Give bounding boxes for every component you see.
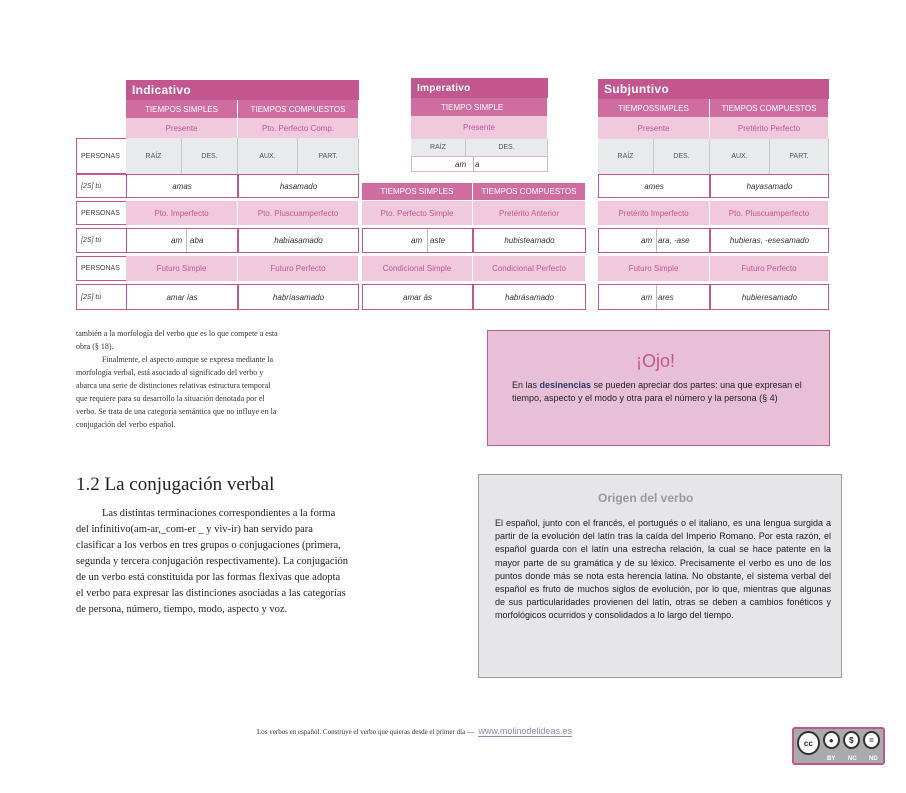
text-line: conjugación del verbo español. bbox=[76, 420, 176, 429]
futuro-simple-label: Futuro Simple bbox=[126, 256, 238, 281]
imperativo-title: Imperativo bbox=[411, 78, 548, 98]
subjuntivo-raiz: RAÍZ bbox=[598, 139, 654, 174]
text-line: también a la morfología del verbo que es lo que compete a esta bbox=[76, 329, 278, 338]
person-row-2: [2S] tú bbox=[76, 228, 127, 253]
intro-text bbox=[76, 327, 358, 431]
condicional-perfecto-form bbox=[473, 284, 586, 310]
text-line: Finalmente, el aspecto aunque se expresa mediante la bbox=[102, 355, 274, 364]
personas-label: PERSONAS bbox=[76, 138, 127, 174]
pto-imperfecto-form bbox=[126, 228, 238, 253]
preterito-anterior-form bbox=[473, 228, 586, 253]
section-title: 1.2 La conjugación verbal bbox=[76, 474, 275, 495]
middle-tiempos-simples: TIEMPOS SIMPLES bbox=[362, 183, 473, 200]
pto-imperfecto-label: Pto. Imperfecto bbox=[126, 201, 238, 225]
imperativo-des: DES. bbox=[466, 139, 548, 156]
ending: aste bbox=[430, 236, 446, 245]
by-label: BY bbox=[827, 756, 836, 762]
middle-tiempos-compuestos: TIEMPOS COMPUESTOS bbox=[473, 183, 586, 200]
by-person-icon: ● bbox=[823, 731, 840, 749]
pto-perfecto-comp-value: hasamado bbox=[279, 181, 318, 191]
condicional-simple-label: Condicional Simple bbox=[362, 256, 473, 281]
pto-perfecto-comp-form bbox=[238, 174, 359, 198]
part-col: PART. bbox=[298, 138, 359, 174]
root: am bbox=[641, 236, 653, 245]
text-line: segunda y tercera conjugación respectivamente). La conjugación bbox=[76, 556, 349, 567]
subjuntivo-futuro-simple-label: Futuro Simple bbox=[598, 256, 710, 281]
root: am bbox=[411, 236, 423, 245]
des-col: DES. bbox=[182, 138, 238, 174]
cc-license-badge[interactable] bbox=[792, 727, 885, 765]
subjuntivo-tiempos-compuestos: TIEMPOS COMPUESTOS bbox=[710, 99, 829, 117]
subjuntivo-preterito-perfecto: Pretérito Perfecto bbox=[710, 117, 829, 139]
imperativo-form bbox=[411, 156, 548, 172]
nd-equals-icon: = bbox=[863, 731, 880, 749]
raiz-col: RAÍZ bbox=[126, 138, 182, 174]
subjuntivo-futuro-perfecto-label: Futuro Perfecto bbox=[710, 256, 829, 281]
futuro-simple-form bbox=[126, 284, 238, 310]
ojo-text-start: En las bbox=[512, 380, 540, 390]
subjuntivo-presente: Presente bbox=[598, 117, 710, 139]
pto-perfecto-comp-label: Pto. Perfecto Comp. bbox=[238, 118, 359, 138]
presente-value: amas bbox=[172, 181, 192, 191]
text-line: clasificar a los verbos en tres grupos o conjugaciones (primera, bbox=[76, 540, 341, 551]
preterito-anterior-label: Pretérito Anterior bbox=[473, 201, 586, 225]
nc-label: NC bbox=[848, 756, 857, 762]
futuro-simple-value: amar ías bbox=[166, 292, 198, 302]
nc-dollar-icon: $ bbox=[843, 731, 860, 749]
aux-col: AUX. bbox=[238, 138, 298, 174]
ending: ara, -ase bbox=[658, 236, 690, 245]
text-line: Las distintas terminaciones correspondientes a la forma bbox=[102, 508, 336, 519]
section-text bbox=[76, 506, 394, 618]
imperativo-raiz: RAÍZ bbox=[411, 139, 466, 156]
subjuntivo-pluscuamperfecto-value: hubieras, -esesamado bbox=[729, 236, 810, 245]
ojo-box bbox=[487, 330, 830, 446]
root: am bbox=[641, 292, 653, 302]
tiempos-simples-header: TIEMPOS SIMPLES bbox=[126, 100, 238, 118]
futuro-perfecto-form bbox=[238, 284, 359, 310]
pto-perfecto-simple-form bbox=[362, 228, 473, 253]
subjuntivo-pluscuamperfecto-label: Pto. Pluscuamperfecto bbox=[710, 201, 829, 225]
subjuntivo-futuro-simple-form bbox=[598, 284, 710, 310]
text-line: de persona, número, tiempo, modo, aspecto y voz. bbox=[76, 604, 288, 615]
pto-pluscuamperfecto-label: Pto. Pluscuamperfecto bbox=[238, 201, 359, 225]
ending: aba bbox=[190, 236, 204, 245]
subjuntivo-preterito-perfecto-form bbox=[710, 174, 829, 198]
text-line: obra (§ 18). bbox=[76, 342, 114, 351]
text-line: que requiere para su desarrollo la situación denotada por el bbox=[76, 394, 265, 403]
futuro-perfecto-label: Futuro Perfecto bbox=[238, 256, 359, 281]
pto-perfecto-simple-label: Pto. Perfecto Simple bbox=[362, 201, 473, 225]
subjuntivo-futuro-perfecto-form bbox=[710, 284, 829, 310]
root: am bbox=[455, 159, 467, 169]
footer-link[interactable]: www.molinodelideas.es bbox=[478, 726, 572, 736]
condicional-perfecto-value: habrásamado bbox=[505, 292, 554, 302]
condicional-perfecto-label: Condicional Perfecto bbox=[473, 256, 586, 281]
subjuntivo-pluscuamperfecto-form bbox=[710, 228, 829, 253]
personas-label-3: PERSONAS bbox=[76, 256, 127, 281]
personas-label-2: PERSONAS bbox=[76, 201, 127, 225]
text-line: morfología verbal, está asociado al significado del verbo y bbox=[76, 368, 264, 377]
text-line: el verbo para expresar las distinciones asociadas a las categorías bbox=[76, 588, 346, 599]
text-line: de un verbo está constituida por las formas flexivas que adopta bbox=[76, 572, 341, 583]
cc-icon: cc bbox=[797, 731, 820, 755]
imperativo-presente: Presente bbox=[411, 116, 548, 139]
text-line: verbo. Se trata de una categoría semántica que no influye en la bbox=[76, 407, 277, 416]
footer bbox=[257, 721, 572, 739]
indicativo-title: Indicativo bbox=[126, 80, 359, 100]
subjuntivo-tiempos-simples: TIEMPOSSIMPLES bbox=[598, 99, 710, 117]
futuro-perfecto-value: habríasamado bbox=[272, 292, 325, 302]
ojo-text bbox=[512, 379, 817, 405]
subjuntivo-presente-form bbox=[598, 174, 710, 198]
presente-label: Presente bbox=[126, 118, 238, 138]
imperativo-tiempo-simple: TIEMPO SIMPLE bbox=[411, 98, 548, 116]
origen-box bbox=[478, 474, 842, 678]
text-line: del infinitivo(am-ar,_com-er _ y viv-ir) han servido para bbox=[76, 524, 313, 535]
person-row-1: [2S] tú bbox=[76, 174, 127, 198]
ojo-title: ¡Ojo! bbox=[636, 351, 676, 371]
subjuntivo-title: Subjuntivo bbox=[598, 79, 829, 99]
condicional-simple-form bbox=[362, 284, 473, 310]
ending: a bbox=[475, 159, 480, 169]
text-line: abarca una serie de distinciones relativas estructura temporal bbox=[76, 381, 271, 390]
ending: ares bbox=[658, 292, 674, 302]
ojo-text-end: se pueden apreciar dos partes: una que expresan el tiempo, aspecto y el modo y otra para el número y la persona (§ 4) bbox=[512, 380, 802, 403]
person-row-3: [2S] tú bbox=[76, 284, 127, 310]
presente-form bbox=[126, 174, 238, 198]
condicional-simple-value: amar ás bbox=[403, 292, 432, 302]
origen-text: El español, junto con el francés, el portugués o el italiano, es una lengua surgida a partir de la evolución del latín tras la caída del Imperio Romano. Por esta razón, el español guarda con el latín una estrecha relación, la cual se hace patente en la mayor parte de su gramática y de su léxico. Precisamente el verbo es uno de los puntos donde más se nota esta herencia latina. No obstante, el sistema verbal del español es fruto de muchos siglos de evolución, por lo que, mientras que algunas de sus particularidades provienen del latín, otras se deben a cambios fonéticos y morfológicos ocurridos y consolidados a lo largo del tiempo. bbox=[495, 518, 831, 621]
subjuntivo-preterito-perfecto-value: hayasamado bbox=[746, 181, 793, 191]
footer-text: Los verbos en español. Construye el verbo que quieras desde el primer día — bbox=[257, 728, 474, 736]
preterito-imperfecto-form bbox=[598, 228, 710, 253]
subjuntivo-aux: AUX. bbox=[710, 139, 770, 174]
nd-label: ND bbox=[869, 756, 878, 762]
preterito-imperfecto-label: Pretérito Imperfecto bbox=[598, 201, 710, 225]
subjuntivo-des: DES. bbox=[654, 139, 710, 174]
ojo-text-bold: desinencias bbox=[539, 380, 592, 390]
subjuntivo-part: PART. bbox=[770, 139, 829, 174]
subjuntivo-presente-value: ames bbox=[644, 181, 664, 191]
root: am bbox=[171, 236, 183, 245]
origen-title: Origen del verbo bbox=[598, 491, 694, 505]
subjuntivo-futuro-perfecto-value: hubieresamado bbox=[741, 292, 798, 302]
preterito-anterior-value: hubisteamado bbox=[504, 236, 555, 245]
tiempos-compuestos-header: TIEMPOS COMPUESTOS bbox=[238, 100, 359, 118]
pto-pluscuamperfecto-value: habíasamado bbox=[274, 236, 323, 245]
pto-pluscuamperfecto-form bbox=[238, 228, 359, 253]
